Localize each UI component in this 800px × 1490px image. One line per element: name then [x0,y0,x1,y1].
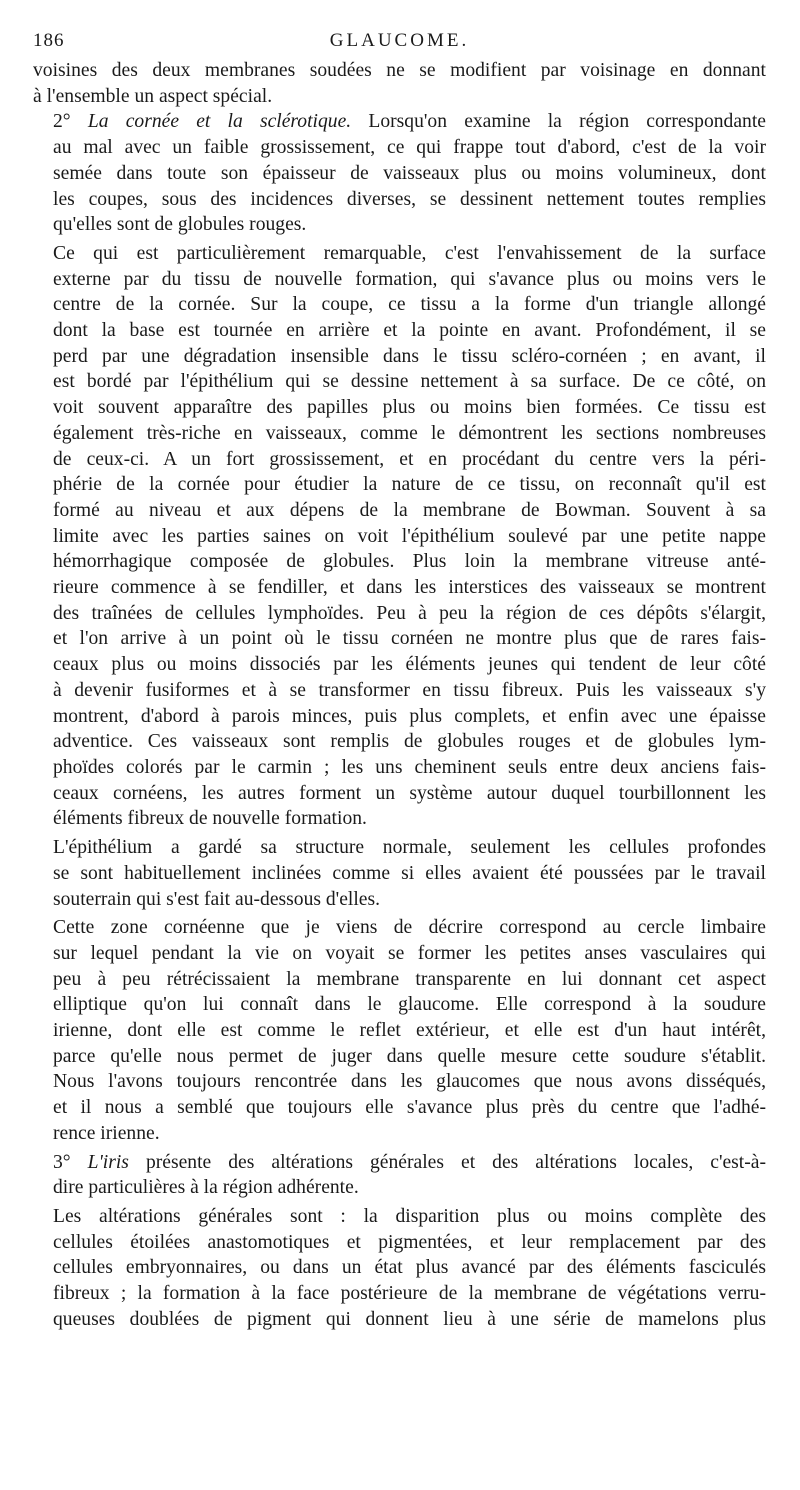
running-title: GLAUCOME. [329,30,470,51]
text-line: des traînées de cellules lymphoïdes. Peu à peu la région de ces dépôts s'élargit, [53,602,766,624]
text-line: et il nous a semblé que toujours elle s'avance plus près du centre que l'adhé- [53,1097,766,1119]
text-line: hémorrhagique composée de globules. Plus loin la membrane vitreuse anté- [53,551,766,573]
page-number: 186 [33,30,65,51]
text-line: limite avec les parties saines on voit l'épithélium soulevé par une petite nappe [53,525,766,547]
section-number: 2° [53,111,71,133]
text-line: peu à peu rétrécissaient la membrane transparente en lui donnant cet aspect [53,968,766,990]
text-line: dont la base est tournée en arrière et la pointe en avant. Profondément, il se [53,320,766,342]
text-line: adventice. Ces vaisseaux sont remplis de globules rouges et de globules lym- [53,731,766,753]
paragraph [33,915,766,1146]
text-line: se sont habituellement inclinées comme si elles avaient été poussées par le travail [53,862,766,884]
paragraph [33,835,766,912]
paragraph [33,1204,766,1333]
book-page [33,28,766,1332]
text-line: de ceux-ci. A un fort grossissement, et en procédant du centre vers la péri- [53,448,766,470]
text-line: sur lequel pendant la vie on voyait se former les petites anses vasculaires qui [53,942,766,964]
text-line: voit souvent apparaître des papilles plus ou moins bien formées. Ce tissu est [53,397,766,419]
text-line: voisines des deux membranes soudées ne se modifient par voisinage en donnant [33,60,766,81]
text-line: semée dans toute son épaisseur de vaisseaux plus ou moins volumineux, dont [53,162,766,184]
paragraph [33,241,766,832]
text-line: Nous l'avons toujours rencontrée dans les glaucomes que nous avons disséqués, [53,1071,766,1093]
section-heading: L'iris [87,1151,129,1173]
text-line: à l'ensemble un aspect spécial. [33,85,273,107]
text-line: 3° L'iris présente des altérations générales et des altérations locales, c'est-à- [53,1151,766,1173]
text-line: irienne, dont elle est comme le reflet extérieur, et elle est d'un haut intérêt, [53,1020,766,1042]
text-line: Cette zone cornéenne que je viens de décrire correspond au cercle limbaire [53,917,766,939]
text-line: Les altérations générales sont : la disparition plus ou moins complète des [53,1205,766,1227]
text-line: queuses doublées de pigment qui donnent lieu à une série de mamelons plus [53,1308,766,1330]
body-text [33,58,766,1332]
text-line: Ce qui est particulièrement remarquable, c'est l'envahissement de la surface [53,242,766,264]
text-line: externe par du tissu de nouvelle formation, qui s'avance plus ou moins vers le [53,268,766,290]
paragraph-iris [33,1150,766,1201]
text-line: rieure commence à se fendiller, et dans les interstices des vaisseaux se montrent [53,577,766,599]
text-line: à devenir fusiformes et à se transformer en tissu fibreux. Puis les vaisseaux s'y [53,679,766,701]
text-line: ceaux plus ou moins dissociés par les éléments jeunes qui tendent de leur côté [53,654,766,676]
paragraph [33,58,766,109]
text-line: souterrain qui s'est fait au-dessous d'elles. [53,888,381,910]
text-line: formé au niveau et aux dépens de la membrane de Bowman. Souvent à sa [53,499,766,521]
text-line: elliptique qu'on lui connaît dans le glaucome. Elle correspond à la soudure [53,994,766,1016]
text-line: est bordé par l'épithélium qui se dessine nettement à sa surface. De ce côté, on [53,371,766,393]
text-line: centre de la cornée. Sur la coupe, ce tissu a la forme d'un triangle allongé [53,294,766,316]
text-line: dire particulières à la région adhérente. [53,1177,359,1199]
text-line: L'épithélium a gardé sa structure normale, seulement les cellules profondes [53,837,766,859]
text-line: qu'elles sont de globules rouges. [53,214,307,236]
text-line: phoïdes colorés par le carmin ; les uns cheminent seuls entre deux anciens fais- [53,756,766,778]
text-line: au mal avec un faible grossissement, ce qui frappe tout d'abord, c'est de la voir [53,137,766,159]
text-line: et l'on arrive à un point où le tissu cornéen ne montre plus que de rares fais- [53,628,766,650]
text-line: 2° La cornée et la sclérotique. Lorsqu'on examine la région correspondante [53,111,766,133]
paragraph-cornea-sclerotique [33,109,766,238]
text-line: éléments fibreux de nouvelle formation. [53,808,367,830]
text-line: phérie de la cornée pour étudier la nature de ce tissu, on reconnaît qu'il est [53,474,766,496]
page-header [33,28,766,58]
text-line: cellules embryonnaires, ou dans un état plus avancé par des éléments fasciculés [53,1257,766,1279]
text-line: ceaux cornéens, les autres forment un système autour duquel tourbillonnent les [53,782,766,804]
text-line: fibreux ; la formation à la face postérieure de la membrane de végétations verru- [53,1283,766,1305]
text-line: cellules étoilées anastomotiques et pigmentées, et leur remplacement par des [53,1231,766,1253]
text-line: les coupes, sous des incidences diverses, se dessinent nettement toutes remplies [53,188,766,210]
text-line: perd par une dégradation insensible dans le tissu scléro-cornéen ; en avant, il [53,345,766,367]
text-line: rence irienne. [53,1122,160,1144]
text-line: parce qu'elle nous permet de juger dans quelle mesure cette soudure s'établit. [53,1045,766,1067]
text-line: également très-riche en vaisseaux, comme le démontrent les sections nombreuses [53,422,766,444]
text-line: montrent, d'abord à parois minces, puis plus complets, et enfin avec une épaisse [53,705,766,727]
section-number: 3° [53,1151,71,1173]
section-heading: La cornée et la sclérotique. [87,111,352,133]
